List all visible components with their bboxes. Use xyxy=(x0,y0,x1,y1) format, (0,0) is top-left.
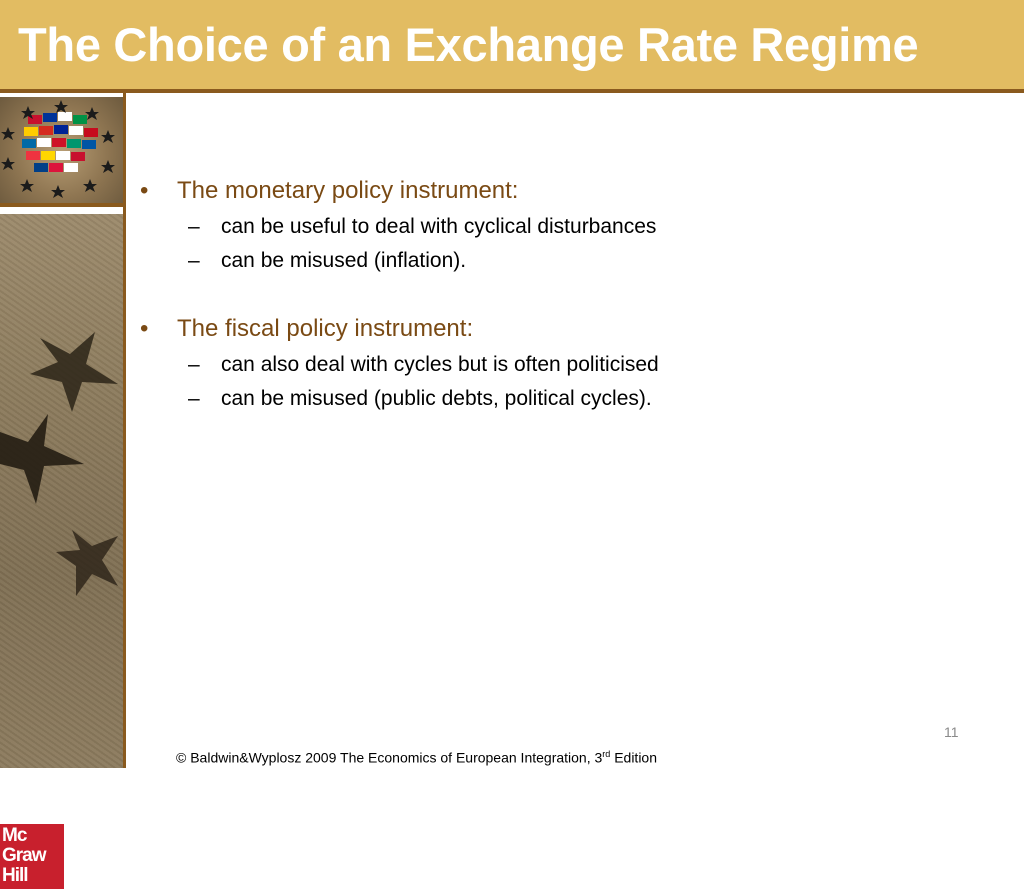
flag-cluster xyxy=(22,112,98,172)
sub-bullet-text: can also deal with cycles but is often politicised xyxy=(221,353,659,376)
sub-bullet-item xyxy=(140,244,1000,278)
sub-bullet-text: can be misused (public debts, political cycles). xyxy=(221,387,652,410)
footer-text: © Baldwin&Wyplosz 2009 The Economics of European Integration, 3 xyxy=(176,749,603,766)
starfish-icon xyxy=(30,332,118,412)
mcgraw-hill-logo xyxy=(0,824,64,889)
photo-border xyxy=(0,203,123,207)
sub-bullet-marker: – xyxy=(188,353,200,376)
title-bar xyxy=(0,0,1024,93)
slide-content xyxy=(140,172,1000,416)
logo-line: Hill xyxy=(2,865,28,886)
slide-title: The Choice of an Exchange Rate Regime xyxy=(18,18,919,71)
bullet-text: The fiscal policy instrument: xyxy=(177,315,474,342)
sub-bullet-marker: – xyxy=(188,387,200,410)
copyright-footer xyxy=(176,749,657,766)
starfish-icon xyxy=(56,530,118,596)
bullet-marker: • xyxy=(140,315,149,342)
page-number: 11 xyxy=(944,724,959,740)
logo-line: Graw xyxy=(2,845,46,866)
bullet-item xyxy=(140,172,1000,210)
sub-bullet-text: can be useful to deal with cyclical disturbances xyxy=(221,215,657,238)
logo-line: Mc xyxy=(2,825,27,846)
bullet-text: The monetary policy instrument: xyxy=(177,177,519,204)
footer-edition: Edition xyxy=(610,749,658,766)
spacer xyxy=(140,278,1000,310)
starfish-icon xyxy=(0,414,84,504)
footer-ordinal: rd xyxy=(602,749,611,759)
sub-bullet-item xyxy=(140,382,1000,416)
sand-starfish-photo xyxy=(0,214,123,886)
sub-bullet-item xyxy=(140,210,1000,244)
eu-flags-circle-image xyxy=(0,97,123,203)
eu-flags-photo xyxy=(0,97,123,207)
sidebar-divider xyxy=(123,93,126,768)
sidebar-decoration xyxy=(0,93,126,886)
sub-bullet-marker: – xyxy=(188,215,200,238)
sub-bullet-marker: – xyxy=(188,249,200,272)
starfish-shadows-image xyxy=(0,214,123,768)
bullet-marker: • xyxy=(140,177,149,204)
sub-bullet-text: can be misused (inflation). xyxy=(221,249,467,272)
sub-bullet-item xyxy=(140,348,1000,382)
title-divider xyxy=(0,89,1024,93)
bullet-item xyxy=(140,310,1000,348)
